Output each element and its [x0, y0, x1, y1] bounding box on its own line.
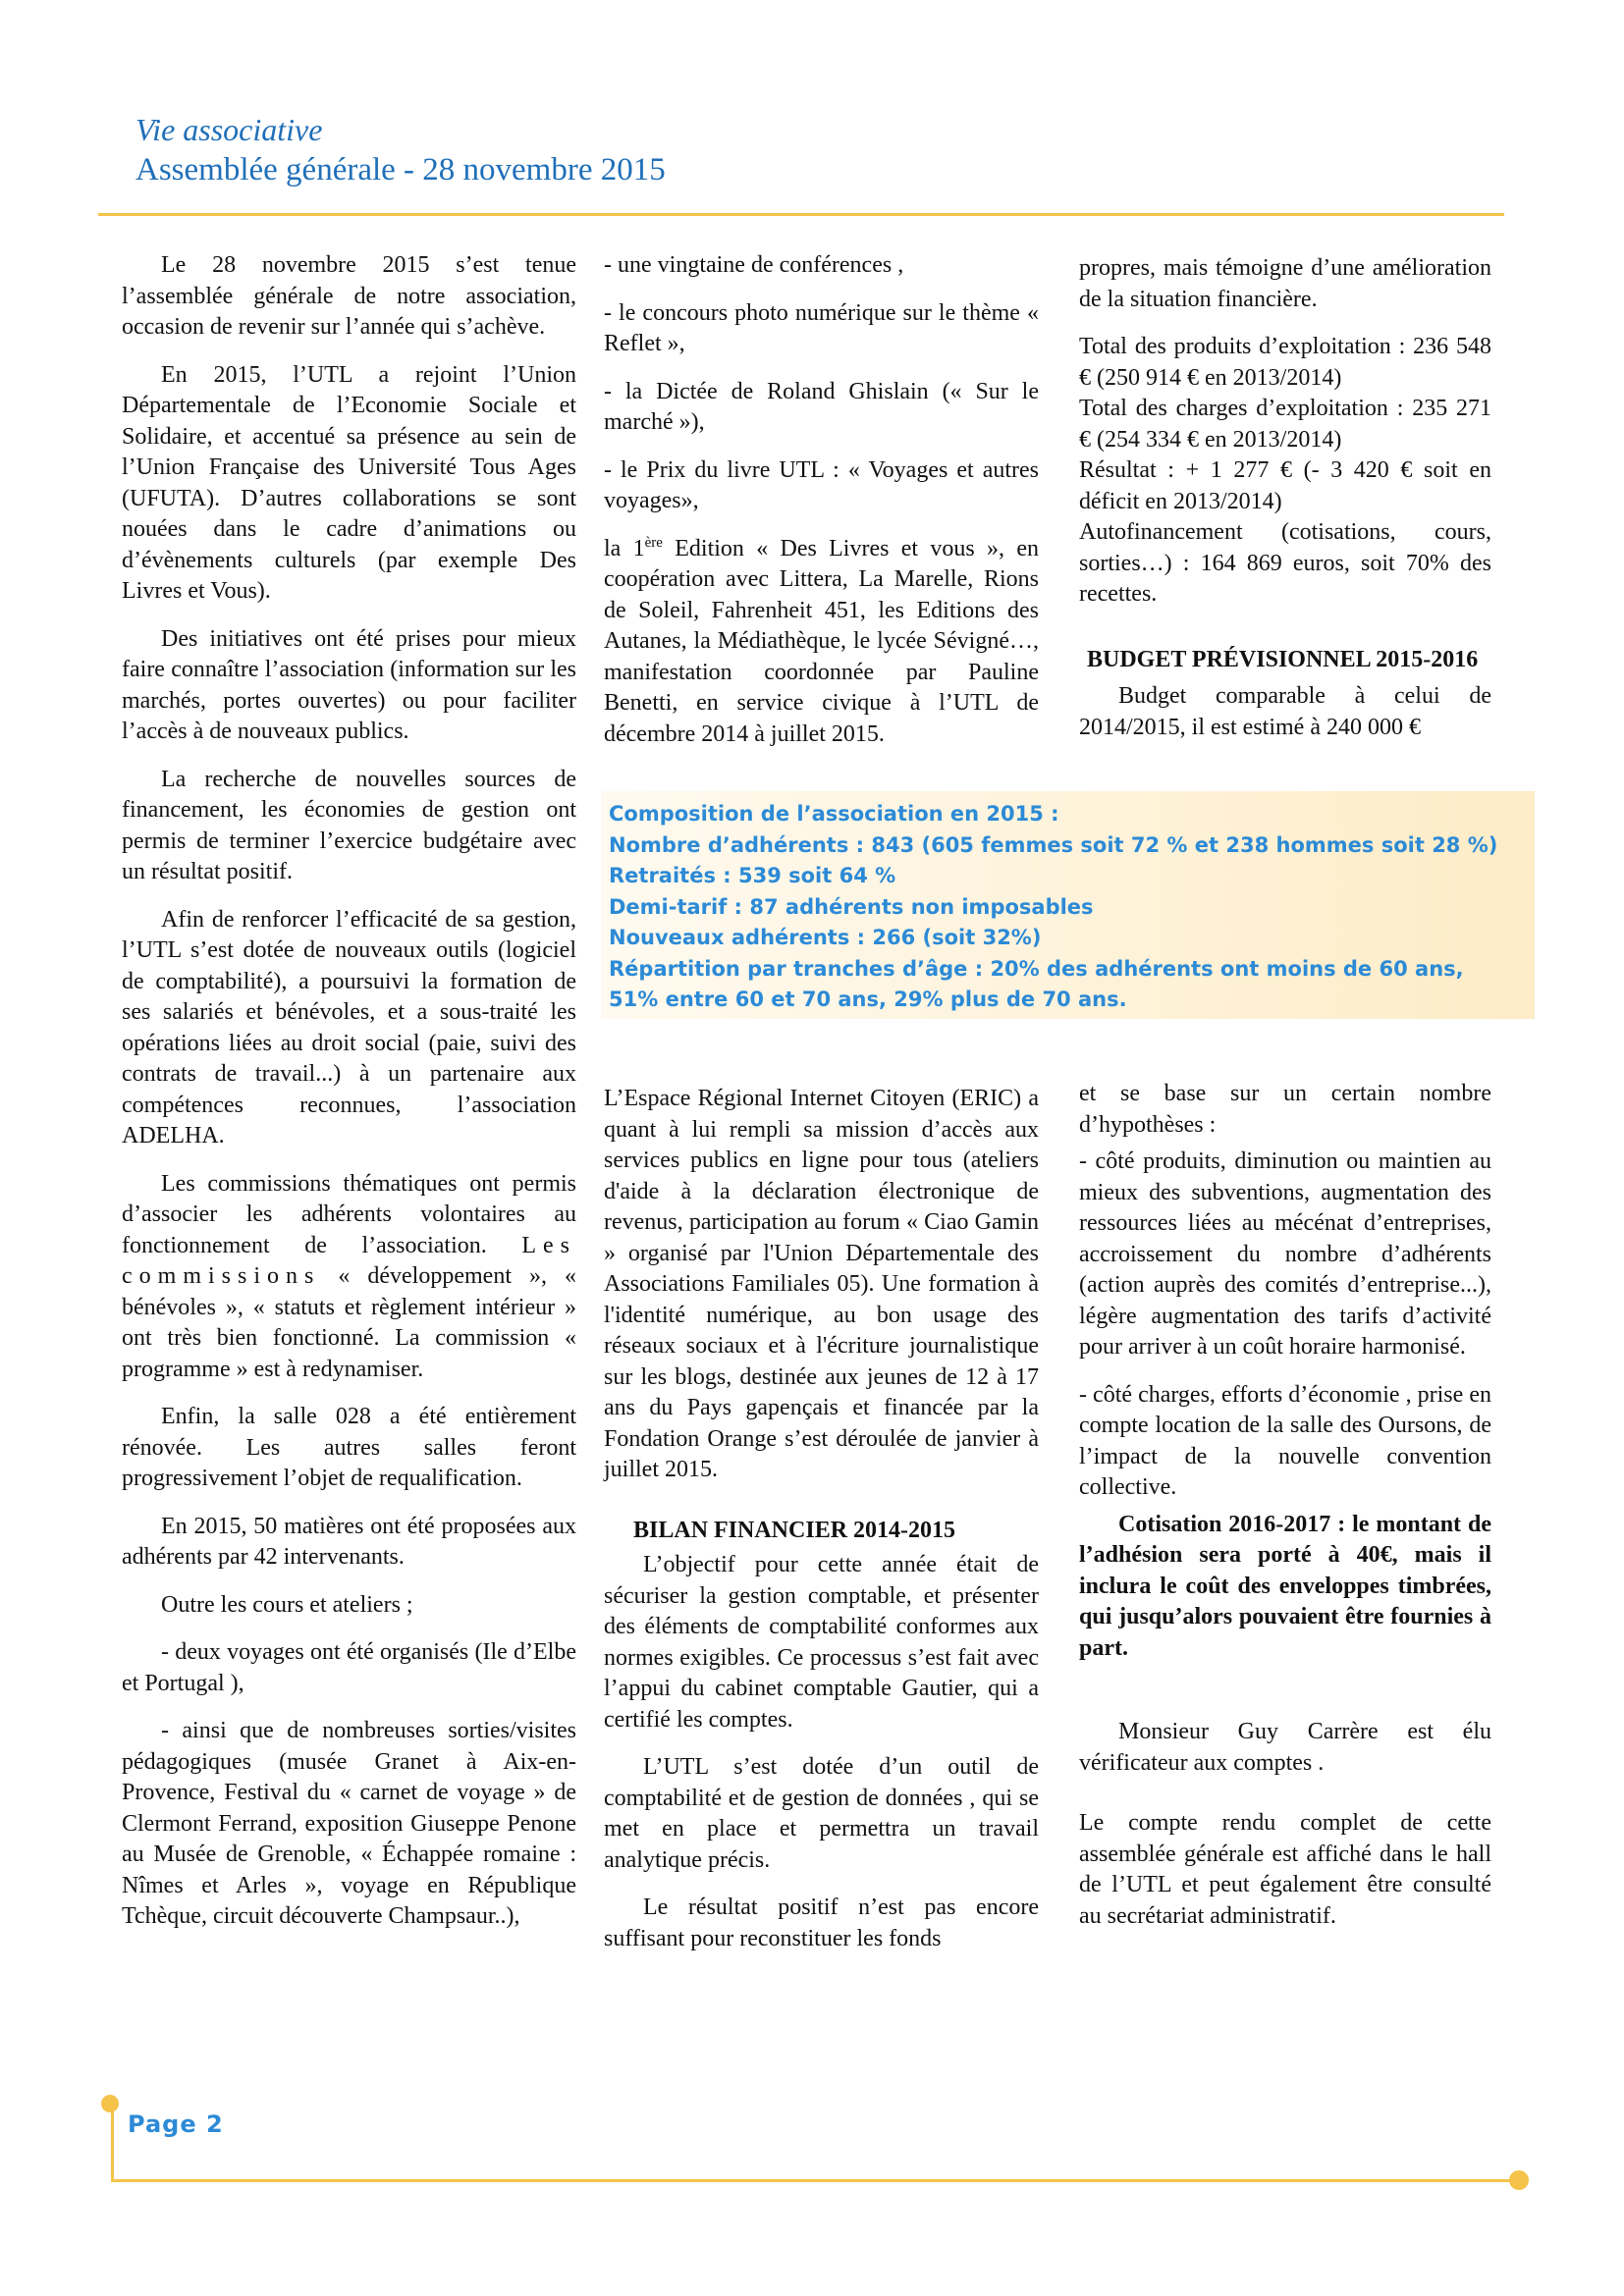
info-line: Demi-tarif : 87 adhérents non imposables [609, 894, 1094, 919]
header-divider [98, 213, 1504, 216]
list-item: - le Prix du livre UTL : « Voyages et autres voyages», [604, 456, 1039, 513]
column-3-bottom [1079, 1079, 1491, 1949]
footer-vertical-rule [111, 2110, 114, 2182]
paragraph: Le compte rendu complet de cette assemblée générale est affiché dans le hall de l’UTL et peut également être consulté au secrétariat administratif. [1079, 1810, 1491, 1929]
paragraph: et se base sur un certain nombre d’hypothèses : [1079, 1081, 1491, 1138]
info-line: Nombre d’adhérents : 843 (605 femmes soit 72 % et 238 hommes soit 28 %) [609, 832, 1498, 857]
paragraph: Afin de renforcer l’efficacité de sa gestion, l’UTL s’est dotée de nouveaux outils (logiciel de comptabilité), a poursuivi la formation de ses salariés et bénévoles, et a sous-traité les opérations liées au droit social (paie, suivi des contrats de travail...) à un partenaire aux compétences reconnues, l’association ADELHA. [122, 906, 576, 1148]
commissions-paragraph [122, 1169, 576, 1386]
paragraph: L’UTL s’est dotée d’un outil de comptabilité et de gestion de données , qui se met en place et permettra un travail analytique précis. [604, 1754, 1039, 1873]
commissions-text-c: « développement », « bénévoles », « statuts et règlement intérieur » ont très bien fonctionné. La commission « programme » est à redynamiser. [122, 1263, 576, 1382]
paragraph: - côté charges, efforts d’économie , prise en compte location de la salle des Oursons, de l’impact de la nouvelle convention collective. [1079, 1381, 1491, 1500]
paragraph: En 2015, 50 matières ont été proposées aux adhérents par 42 intervenants. [122, 1513, 576, 1570]
paragraph: La recherche de nouvelles sources de financement, les économies de gestion ont permis de terminer l’exercice budgétaire avec un résultat positif. [122, 766, 576, 884]
section-title: Vie associative [135, 112, 323, 147]
info-line: 51% entre 60 et 70 ans, 29% plus de 70 ans. [609, 988, 1127, 1011]
edition-superscript: ère [644, 534, 663, 551]
footer-dot [101, 2095, 119, 2112]
info-line: Composition de l’association en 2015 : [609, 802, 1059, 826]
edition-prefix: la 1 [604, 535, 645, 561]
paragraph: Le 28 novembre 2015 s’est tenue l’assemblée générale de notre association, occasion de revenir sur l’année qui s’achève. [122, 252, 576, 340]
page-title: Assemblée générale - 28 novembre 2015 [135, 152, 666, 187]
column-2-bottom [604, 1084, 1039, 1971]
financial-line: Résultat : + 1 277 € (- 3 420 € soit en déficit en 2013/2014) [1079, 457, 1491, 514]
edition-text: Edition « Des Livres et vous », en coopération avec Littera, La Marelle, Rions de Soleil, Fahrenheit 451, les Editions des Autanes, la Médiathèque, le lycée Sévigné…, manifestation coordonnée par Pauline Benetti, en service civique à l’UTL de décembre 2014 à juillet 2015. [604, 535, 1039, 747]
paragraph: - ainsi que de nombreuses sorties/visites pédagogiques (musée Granet à Aix-en-Provence, Festival du « carnet de voyage » de Clermont Ferrand, exposition Giuseppe Penone au Musée de Grenoble, « Échappée romaine : Nîmes et Arles », voyage en République Tchèque, circuit découverte Champsaur..), [122, 1718, 576, 1929]
paragraph: L’objectif pour cette année était de sécuriser la gestion comptable, et présenter des éléments de comptabilité conformes aux normes exigibles. Ce processus s’est fait avec l’appui du cabinet comptable Gautier, qui a certifié les comptes. [604, 1552, 1039, 1733]
footer-dot [1509, 2170, 1529, 2190]
paragraph: Outre les cours et ateliers ; [161, 1591, 413, 1618]
commissions-text-a: Les commissions thématiques ont permis d’associer les adhérents volontaires au fonctionnement de l’association. [122, 1170, 576, 1258]
association-composition-box [601, 791, 1535, 1019]
footer-rule [111, 2179, 1517, 2182]
list-item: - le concours photo numérique sur le thème « Reflet », [604, 299, 1039, 356]
financial-line: Total des produits d’exploitation : 236 548 € (250 914 € en 2013/2014) [1079, 334, 1491, 391]
edition-paragraph [604, 534, 1039, 751]
page-header [135, 110, 666, 190]
paragraph: Budget comparable à celui de 2014/2015, il est estimé à 240 000 € [1079, 683, 1491, 740]
paragraph: Le résultat positif n’est pas encore suffisant pour reconstituer les fonds [604, 1895, 1039, 1951]
column-1 [122, 250, 576, 1949]
paragraph: En 2015, l’UTL a rejoint l’Union Départementale de l’Economie Sociale et Solidaire, et accentué sa présence au sein de l’Union Française des Université Tous Ages (UFUTA). D’autres collaborations se sont nouées dans le cadre d’animations ou d’évènements culturels (par exemple Des Livres et Vous). [122, 361, 576, 604]
info-line: Retraités : 539 soit 64 % [609, 864, 896, 887]
paragraph: - côté produits, diminution ou maintien au mieux des subventions, augmentation des ressources liées au mécénat d’entreprises, accroissement du nombre d’adhérents (action auprès des comités d’entreprise...), légère augmentation des tarifs d’activité pour arriver à un coût horaire harmonisé. [1079, 1148, 1491, 1360]
commissions-text-b: Les commissions [122, 1232, 577, 1289]
paragraph: Enfin, la salle 028 a été entièrement rénovée. Les autres salles feront progressivement l’objet de requalification. [122, 1404, 576, 1491]
info-line: Nouveaux adhérents : 266 (soit 32%) [609, 926, 1042, 949]
budget-heading: BUDGET PRÉVISIONNEL 2015-2016 [1087, 646, 1479, 672]
bilan-heading: BILAN FINANCIER 2014-2015 [633, 1517, 956, 1543]
column-3-top [1079, 253, 1491, 743]
financial-line: Autofinancement (cotisations, cours, sorties…) : 164 869 euros, soit 70% des recettes. [1079, 519, 1491, 607]
column-2-top [604, 250, 1039, 767]
paragraph: L’Espace Régional Internet Citoyen (ERIC) a quant à lui rempli sa mission d’accès aux services publics en ligne pour tous (ateliers d'aide à la déclaration électronique de revenus, participation au forum « Ciao Gamin » organisé par l'Union Départementale des Associations Familiales 05). Une formation à l'identité numérique, au bon usage des réseaux sociaux et à l'écriture journalistique sur les blogs, destinée aux jeunes de 12 à 17 ans du Pays gapençais et financée par la Fondation Orange s’est déroulée de janvier à juillet 2015. [604, 1086, 1039, 1482]
page-number: Page 2 [128, 2110, 224, 2138]
paragraph: Des initiatives ont été prises pour mieux faire connaître l’association (information sur les marchés, portes ouvertes) ou pour faciliter l’accès à de nouveaux publics. [122, 625, 576, 744]
list-item: - la Dictée de Roland Ghislain (« Sur le marché »), [604, 378, 1039, 435]
info-line: Répartition par tranches d’âge : 20% des adhérents ont moins de 60 ans, [609, 956, 1464, 981]
list-item: - une vingtaine de conférences , [604, 252, 904, 278]
paragraph: propres, mais témoigne d’une amélioration de la situation financière. [1079, 255, 1491, 312]
cotisation-paragraph: Cotisation 2016-2017 : le montant de l’adhésion sera porté à 40€, mais il inclura le coût des enveloppes timbrées, qui jusqu’alors pouvaient être fournies à part. [1079, 1511, 1491, 1661]
paragraph: - deux voyages ont été organisés (Ile d’Elbe et Portugal ), [122, 1639, 576, 1696]
financial-line: Total des charges d’exploitation : 235 271 € (254 334 € en 2013/2014) [1079, 396, 1491, 453]
paragraph: Monsieur Guy Carrère est élu vérificateur aux comptes . [1079, 1719, 1491, 1776]
